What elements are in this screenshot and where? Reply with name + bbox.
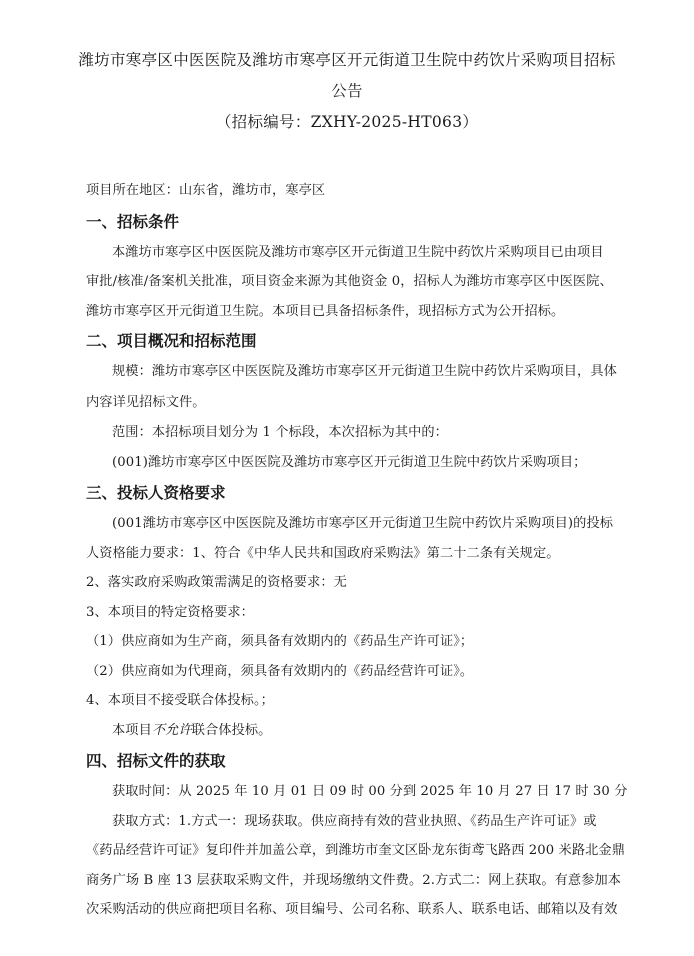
section-3-line-6: （2）供应商如为代理商，须具备有效期内的《药品经营许可证》。	[86, 664, 474, 679]
project-region: 项目所在地区：山东省，潍坊市，寒亭区	[86, 183, 326, 198]
section-3-line-8	[112, 719, 271, 738]
section-3-line-4: 3、本项目的特定资格要求：	[86, 605, 254, 620]
section-3-line-8-c: 联合体投标。	[191, 723, 272, 738]
section-3-line-2: 人资格能力要求：1、符合《中华人民共和国政府采购法》第二十二条有关规定。	[86, 546, 560, 561]
section-4-line-4: 商务广场 B 座 13 层获取采购文件，并现场缴纳文件费。2.方式二：网上获取。有意参加本	[86, 873, 622, 888]
document-title-line-1: 潍坊市寒亭区中医医院及潍坊市寒亭区开元街道卫生院中药饮片采购项目招标	[78, 51, 616, 69]
section-2-line-2: 内容详见招标文件。	[86, 395, 206, 410]
section-4-line-5: 次采购活动的供应商把项目名称、项目编号、公司名称、联系人、联系电话、邮箱以及有效	[86, 902, 618, 917]
section-4-line-3: 《药品经营许可证》复印件并加盖公章，到潍坊市奎文区卧龙东街鸢飞路西 200 米路北金鼎	[86, 843, 625, 858]
section-3-line-8-emphasis: 不允许	[151, 723, 192, 738]
section-3-line-8-a: 本项目	[112, 723, 152, 738]
section-3-line-7: 4、本项目不接受联合体投标。；	[86, 693, 274, 708]
section-3-line-1: (001潍坊市寒亭区中医医院及潍坊市寒亭区开元街道卫生院中药饮片采购项目)的投标	[112, 516, 614, 531]
section-1-line-3: 潍坊市寒亭区开元街道卫生院。本项目已具备招标条件，现招标方式为公开招标。	[86, 304, 565, 319]
section-2-line-1: 规模：潍坊市寒亭区中医医院及潍坊市寒亭区开元街道卫生院中药饮片采购项目，具体	[112, 364, 617, 379]
section-4-line-2: 获取方式：1.方式一：现场获取。供应商持有效的营业执照、《药品生产许可证》或	[112, 814, 597, 829]
section-2-line-3: 范围：本招标项目划分为 1 个标段，本次招标为其中的：	[112, 425, 448, 440]
section-1-line-2: 审批/核准/备案机关批准，项目资金来源为其他资金 0，招标人为潍坊市寒亭区中医医院、	[86, 274, 613, 289]
section-1-heading: 一、招标条件	[86, 213, 180, 231]
document-title-line-2: 公告	[331, 82, 363, 100]
section-4-heading: 四、招标文件的获取	[86, 752, 226, 770]
section-3-line-5: （1）供应商如为生产商，须具备有效期内的《药品生产许可证》；	[86, 634, 474, 649]
section-1-line-1: 本潍坊市寒亭区中医医院及潍坊市寒亭区开元街道卫生院中药饮片采购项目已由项目	[112, 245, 604, 260]
section-3-heading: 三、投标人资格要求	[86, 484, 226, 502]
section-3-line-3: 2、落实政府采购政策需满足的资格要求：无	[86, 575, 347, 590]
tender-number: （招标编号：ZXHY-2025-HT063）	[215, 113, 479, 131]
section-2-line-4: (001)潍坊市寒亭区中医医院及潍坊市寒亭区开元街道卫生院中药饮片采购项目；	[112, 455, 587, 470]
section-2-heading: 二、项目概况和招标范围	[86, 332, 257, 350]
section-4-line-1: 获取时间：从 2025 年 10 月 01 日 09 时 00 分到 2025 年 10 月 27 日 17 时 30 分	[112, 784, 628, 799]
